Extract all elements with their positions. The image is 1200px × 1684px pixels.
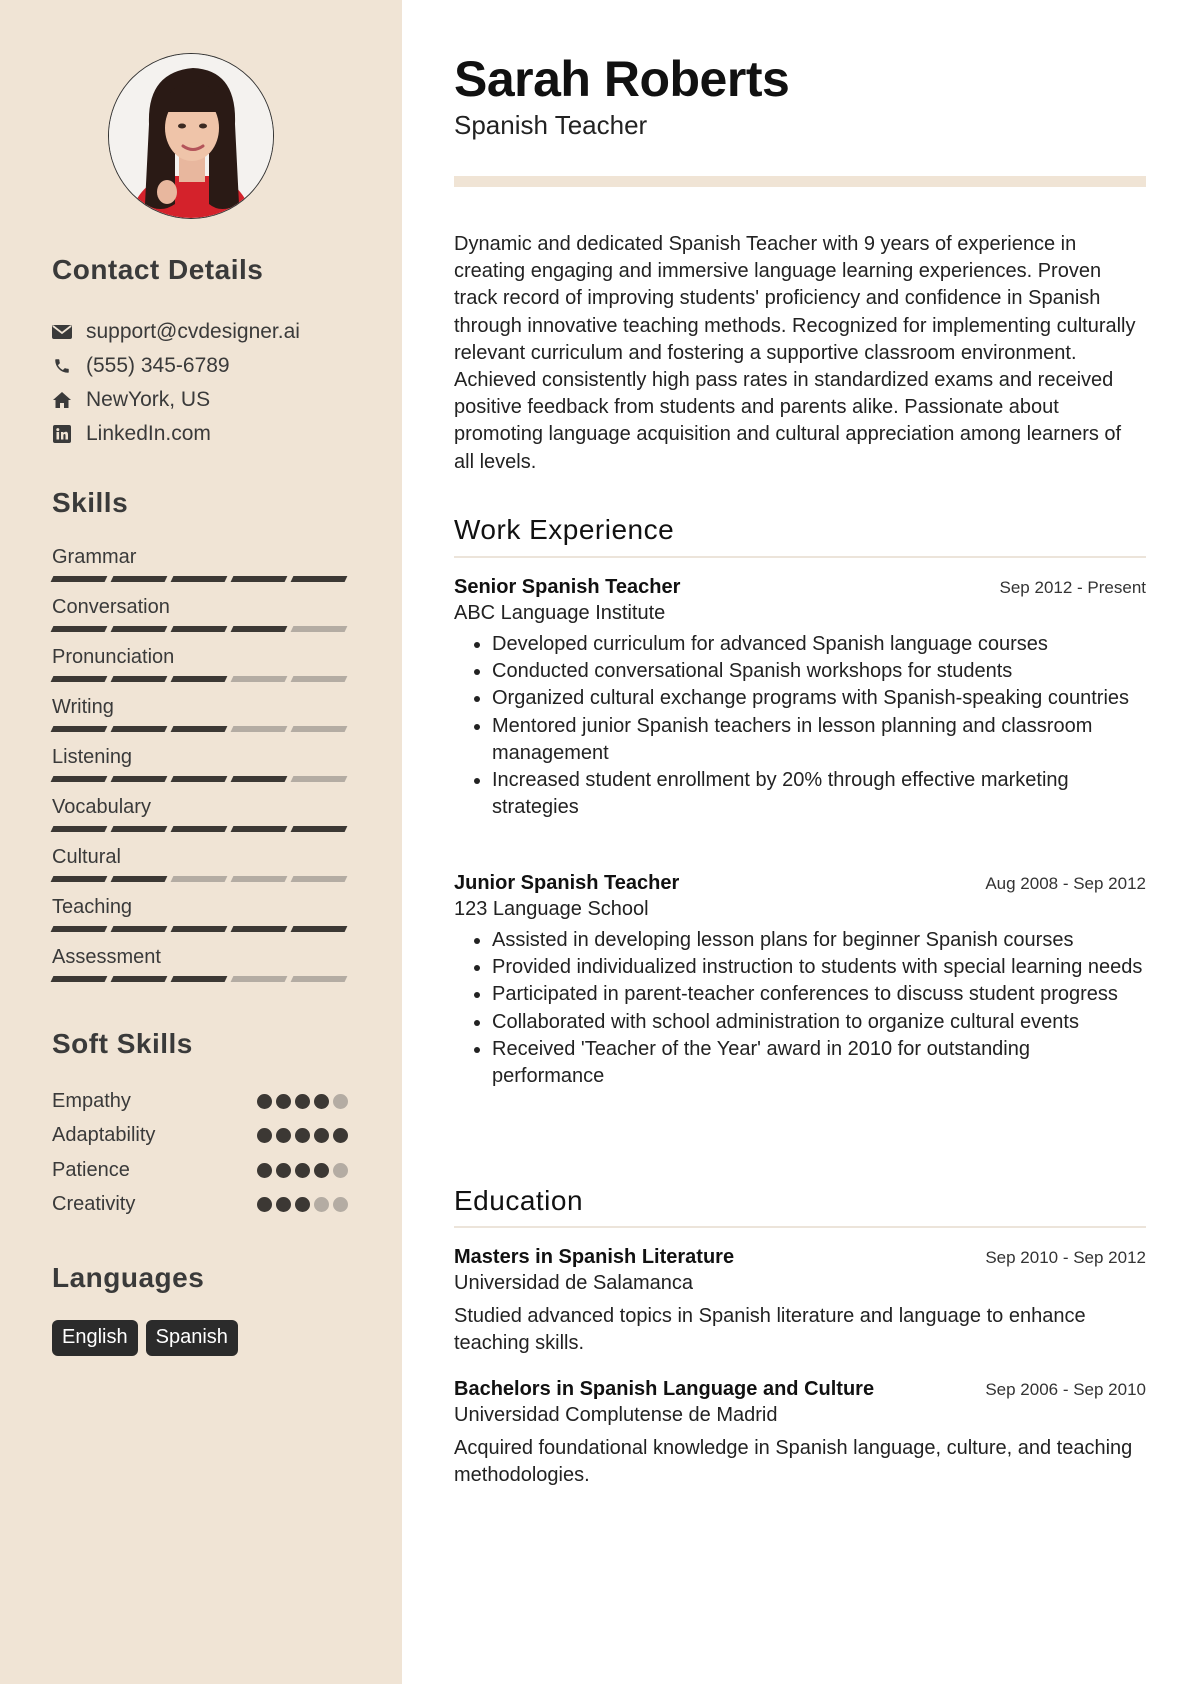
languages-list [52,1320,238,1356]
rating-dot [276,1094,291,1109]
skill-level-segment [231,776,288,782]
soft-skill-label: Empathy [52,1089,131,1112]
skill-row [52,894,348,932]
education-divider [454,1226,1146,1228]
skill-level-segment [111,826,168,832]
skill-level-bar [52,676,348,682]
skill-level-segment [291,726,348,732]
skill-level-segment [231,976,288,982]
rating-dot [333,1163,348,1178]
skill-level-bar [52,826,348,832]
skill-level-segment [171,976,228,982]
profile-photo [108,53,274,219]
summary: Dynamic and dedicated Spanish Teacher with 9 years of experience in creating engaging and immersive language learning experiences. Proven track record of improving students' proficiency and confidence in Spanish through innovative teaching methods. Recognized for implementing culturally relevant curriculum and fostering a supportive classroom environment. Achieved consistently high pass rates in standardized exams and received positive feedback from students and parents alike. Passionate about promoting language acquisition and cultural appreciation among learners of all levels. [454,233,1136,473]
contact-email-text: support@cvdesigner.ai [86,320,300,343]
job-bullet: • Organized cultural exchange programs with Spanish-speaking countries [492,685,1146,712]
language-pill: English [52,1320,138,1356]
skill-level-bar [52,926,348,932]
job-bullet: • Provided individualized instruction to students with special learning needs [492,954,1146,981]
rating-dot [295,1163,310,1178]
job-company: ABC Language Institute [454,602,666,624]
candidate-role: Spanish Teacher [454,110,648,140]
soft-skill-rating [257,1094,348,1109]
skill-level-segment [111,726,168,732]
skill-level-bar [52,726,348,732]
contact-phone[interactable] [52,352,230,380]
skill-row [52,794,348,832]
rating-dot [257,1128,272,1143]
skill-level-segment [291,776,348,782]
skill-level-segment [51,726,108,732]
skill-level-segment [291,926,348,932]
contact-heading: Contact Details [52,254,264,285]
skill-level-segment [111,876,168,882]
rating-dot [276,1128,291,1143]
contact-linkedin[interactable] [52,420,211,448]
degree-title: Bachelors in Spanish Language and Culture [454,1378,875,1400]
skill-level-segment [111,926,168,932]
rating-dot [333,1197,348,1212]
skill-label: Teaching [52,896,133,918]
job-bullets [454,631,1146,821]
job-entry [454,576,1146,821]
soft-skill-row [52,1155,348,1185]
skill-level-segment [51,626,108,632]
skill-row [52,644,348,682]
skill-level-bar [52,576,348,582]
skill-level-segment [51,576,108,582]
contact-location [52,386,210,414]
skill-level-segment [171,726,228,732]
soft-skill-label: Creativity [52,1193,136,1215]
skill-level-segment [111,776,168,782]
education-entry [454,1378,1146,1489]
contact-linkedin-text: LinkedIn.com [86,422,211,445]
skill-label: Cultural [52,846,121,868]
languages-heading: Languages [52,1262,205,1293]
skill-label: Pronunciation [52,646,175,668]
skill-row [52,594,348,632]
skill-level-segment [51,976,108,982]
skill-level-segment [51,826,108,832]
rating-dot [276,1197,291,1212]
education-heading: Education [454,1185,584,1216]
soft-skill-row [52,1190,348,1220]
job-entry [454,872,1146,1090]
contact-location-text: NewYork, US [86,388,211,411]
job-title: Junior Spanish Teacher [454,872,680,894]
language-pill: Spanish [146,1320,238,1356]
skill-level-segment [111,626,168,632]
soft-skill-rating [257,1197,348,1212]
soft-skills-heading: Soft Skills [52,1028,193,1059]
education-dates: Sep 2006 - Sep 2010 [985,1380,1146,1399]
rating-dot [333,1094,348,1109]
soft-skill-row [52,1086,348,1116]
job-bullets [454,927,1146,1090]
job-bullet: • Received 'Teacher of the Year' award in 2010 for outstanding performance [492,1036,1146,1090]
accent-divider [454,176,1146,187]
sidebar [0,0,402,1684]
envelope-icon [52,322,72,342]
skill-level-segment [231,626,288,632]
skill-level-segment [291,676,348,682]
work-divider [454,556,1146,558]
contact-phone-text: (555) 345-6789 [86,354,230,377]
job-bullet: • Mentored junior Spanish teachers in lesson planning and classroom management [492,713,1146,767]
skill-level-segment [231,726,288,732]
rating-dot [276,1163,291,1178]
avatar [109,54,273,218]
skills-heading: Skills [52,487,129,518]
soft-skill-rating [257,1163,348,1178]
skill-level-segment [111,676,168,682]
rating-dot [314,1128,329,1143]
skill-level-segment [231,676,288,682]
soft-skill-label: Patience [52,1158,130,1181]
skill-label: Assessment [52,946,161,968]
linkedin-icon [52,424,72,444]
skill-level-bar [52,626,348,632]
job-bullet: • Conducted conversational Spanish workshops for students [492,658,1146,685]
skill-row [52,694,348,732]
skill-level-segment [171,576,228,582]
skill-level-bar [52,776,348,782]
skill-level-segment [231,576,288,582]
school-name: Universidad Complutense de Madrid [454,1404,778,1426]
job-bullet: • Assisted in developing lesson plans for beginner Spanish courses [492,927,1146,954]
contact-email[interactable] [52,318,300,346]
skill-row [52,544,348,582]
skill-label: Writing [52,696,114,718]
skill-level-segment [51,876,108,882]
skill-level-bar [52,976,348,982]
job-title: Senior Spanish Teacher [454,576,681,598]
skill-level-segment [111,976,168,982]
rating-dot [314,1197,329,1212]
rating-dot [257,1094,272,1109]
rating-dot [257,1163,272,1178]
skill-level-segment [171,676,228,682]
skill-row [52,944,348,982]
soft-skill-row [52,1121,348,1151]
candidate-name: Sarah Roberts [454,51,790,107]
skill-label: Listening [52,746,133,768]
skill-level-segment [171,876,228,882]
skill-label: Conversation [52,596,170,618]
phone-icon [52,356,72,376]
skill-level-segment [51,676,108,682]
skill-row [52,844,348,882]
rating-dot [257,1197,272,1212]
skill-level-segment [171,626,228,632]
skill-level-segment [291,626,348,632]
education-description: Acquired foundational knowledge in Spanish language, culture, and teaching methodologies. [454,1437,1133,1487]
job-bullet: • Developed curriculum for advanced Spanish language courses [492,631,1146,658]
education-description: Studied advanced topics in Spanish literature and language to enhance teaching skills. [454,1305,1086,1355]
skill-level-segment [111,576,168,582]
school-name: Universidad de Salamanca [454,1272,694,1294]
skill-label: Vocabulary [52,796,151,818]
soft-skill-label: Adaptability [52,1124,156,1146]
rating-dot [295,1197,310,1212]
soft-skill-rating [257,1128,348,1143]
skill-row [52,744,348,782]
skill-level-segment [231,826,288,832]
work-heading: Work Experience [454,514,675,545]
education-entry [454,1246,1146,1357]
rating-dot [314,1094,329,1109]
job-bullet: • Increased student enrollment by 20% through effective marketing strategies [492,767,1146,821]
home-icon [52,390,72,410]
job-bullet: • Collaborated with school administration to organize cultural events [492,1009,1146,1036]
skill-level-segment [51,776,108,782]
skill-level-segment [291,976,348,982]
skill-level-segment [291,826,348,832]
rating-dot [314,1163,329,1178]
job-dates: Sep 2012 - Present [999,578,1146,597]
job-bullet: • Participated in parent-teacher conferences to discuss student progress [492,981,1146,1008]
education-dates: Sep 2010 - Sep 2012 [985,1248,1146,1267]
skill-label: Grammar [52,546,137,568]
skill-level-segment [231,876,288,882]
rating-dot [295,1094,310,1109]
rating-dot [333,1128,348,1143]
skill-level-segment [51,926,108,932]
degree-title: Masters in Spanish Literature [454,1246,735,1268]
job-dates: Aug 2008 - Sep 2012 [985,874,1146,893]
skill-level-bar [52,876,348,882]
skill-level-segment [171,776,228,782]
skill-level-segment [291,876,348,882]
rating-dot [295,1128,310,1143]
skill-level-segment [171,926,228,932]
skill-level-segment [231,926,288,932]
skill-level-segment [291,576,348,582]
job-company: 123 Language School [454,898,649,920]
skill-level-segment [171,826,228,832]
